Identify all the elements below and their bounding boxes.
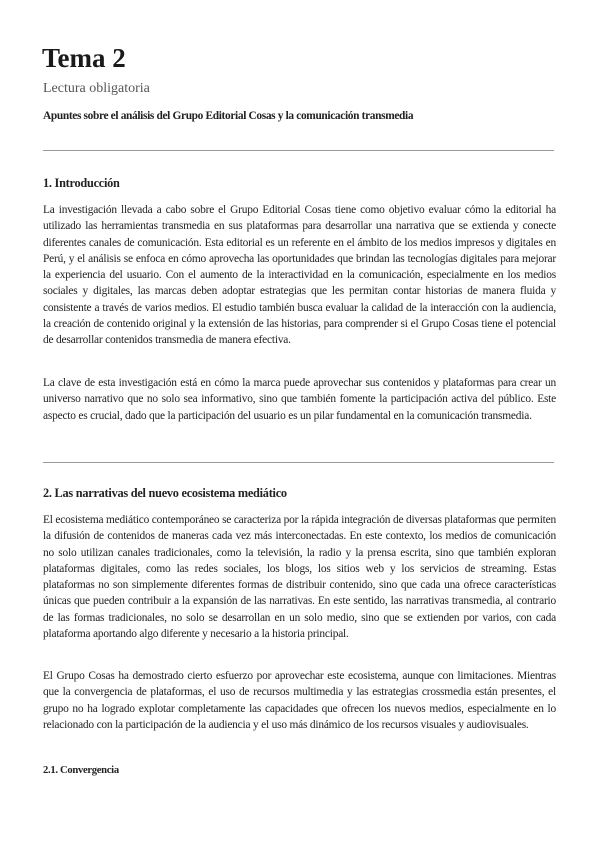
document-heading: Apuntes sobre el análisis del Grupo Editorial Cosas y la comunicación transmedia: [43, 110, 414, 122]
paragraph-narrativas-2: El Grupo Cosas ha demostrado cierto esfuerzo por aprovechar este ecosistema, aunque con limitaciones. Mientras que la convergencia de plataformas, el uso de recursos multimedia y las estrategias crossmedia están presentes, el grupo no ha logrado explotar completamente las capacidades que ofrecen los nuevos medios, especialmente en lo relacionado con la participación de la audiencia y el uso más dinámico de los recursos visuales y audiovisuales.: [43, 670, 556, 731]
subsection-heading-convergencia: 2.1. Convergencia: [43, 765, 119, 776]
divider: [43, 462, 554, 463]
page-title: Tema 2: [42, 43, 126, 73]
page-subtitle: Lectura obligatoria: [43, 81, 150, 96]
section-heading-introduccion: 1. Introducción: [43, 176, 120, 190]
section-heading-narrativas: 2. Las narrativas del nuevo ecosistema mediático: [43, 486, 287, 500]
paragraph-narrativas-1: El ecosistema mediático contemporáneo se caracteriza por la rápida integración de diversas plataformas que permiten la difusión de contenidos de maneras cada vez más interconectadas. En este contexto, los medios de comunicación no solo utilizan canales tradicionales, como la televisión, la radio y la prensa escrita, sino que también exploran plataformas digitales, como las redes sociales, los blogs, los sitios web y los servicios de streaming. Estas plataformas no son simplemente diferentes formas de distribuir contenido, sino que cada una ofrece características únicas que pueden contribuir a la expansión de las narrativas. En este sentido, las narrativas transmedia, al contrario de las formas tradicionales, no solo se desarrollan en un solo medio, sino que se extienden por varios, con cada plataforma aportando algo diferente y necesario a la historia principal.: [43, 514, 556, 641]
paragraph-introduccion-2: La clave de esta investigación está en cómo la marca puede aprovechar sus contenidos y plataformas para crear un universo narrativo que no solo sea informativo, sino que también fomente la participación activa del público. Este aspecto es crucial, dado que la participación del usuario es un pilar fundamental en la comunicación transmedia.: [43, 377, 556, 422]
divider: [43, 150, 554, 151]
paragraph-introduccion-1: La investigación llevada a cabo sobre el Grupo Editorial Cosas tiene como objetivo evaluar cómo la editorial ha utilizado las herramientas transmedia en sus plataformas para desarrollar una narrativa que se extienda y conecte diferentes canales de comunicación. Esta editorial es un referente en el ámbito de los medios impresos y digitales en Perú, y el análisis se enfoca en cómo aprovecha las oportunidades que brindan las tecnologías digitales para mejorar la experiencia del usuario. Con el aumento de la interactividad en la comunicación, especialmente en los medios sociales y digitales, las marcas deben adoptar estrategias que les permitan contar historias de manera fluida y consistente a través de varios medios. El estudio también busca evaluar la calidad de la interacción con la audiencia, la creación de contenido original y la extensión de las historias, para comprender si el Grupo Cosas tiene el potencial de desarrollar contenidos transmedia de manera efectiva.: [43, 204, 556, 347]
